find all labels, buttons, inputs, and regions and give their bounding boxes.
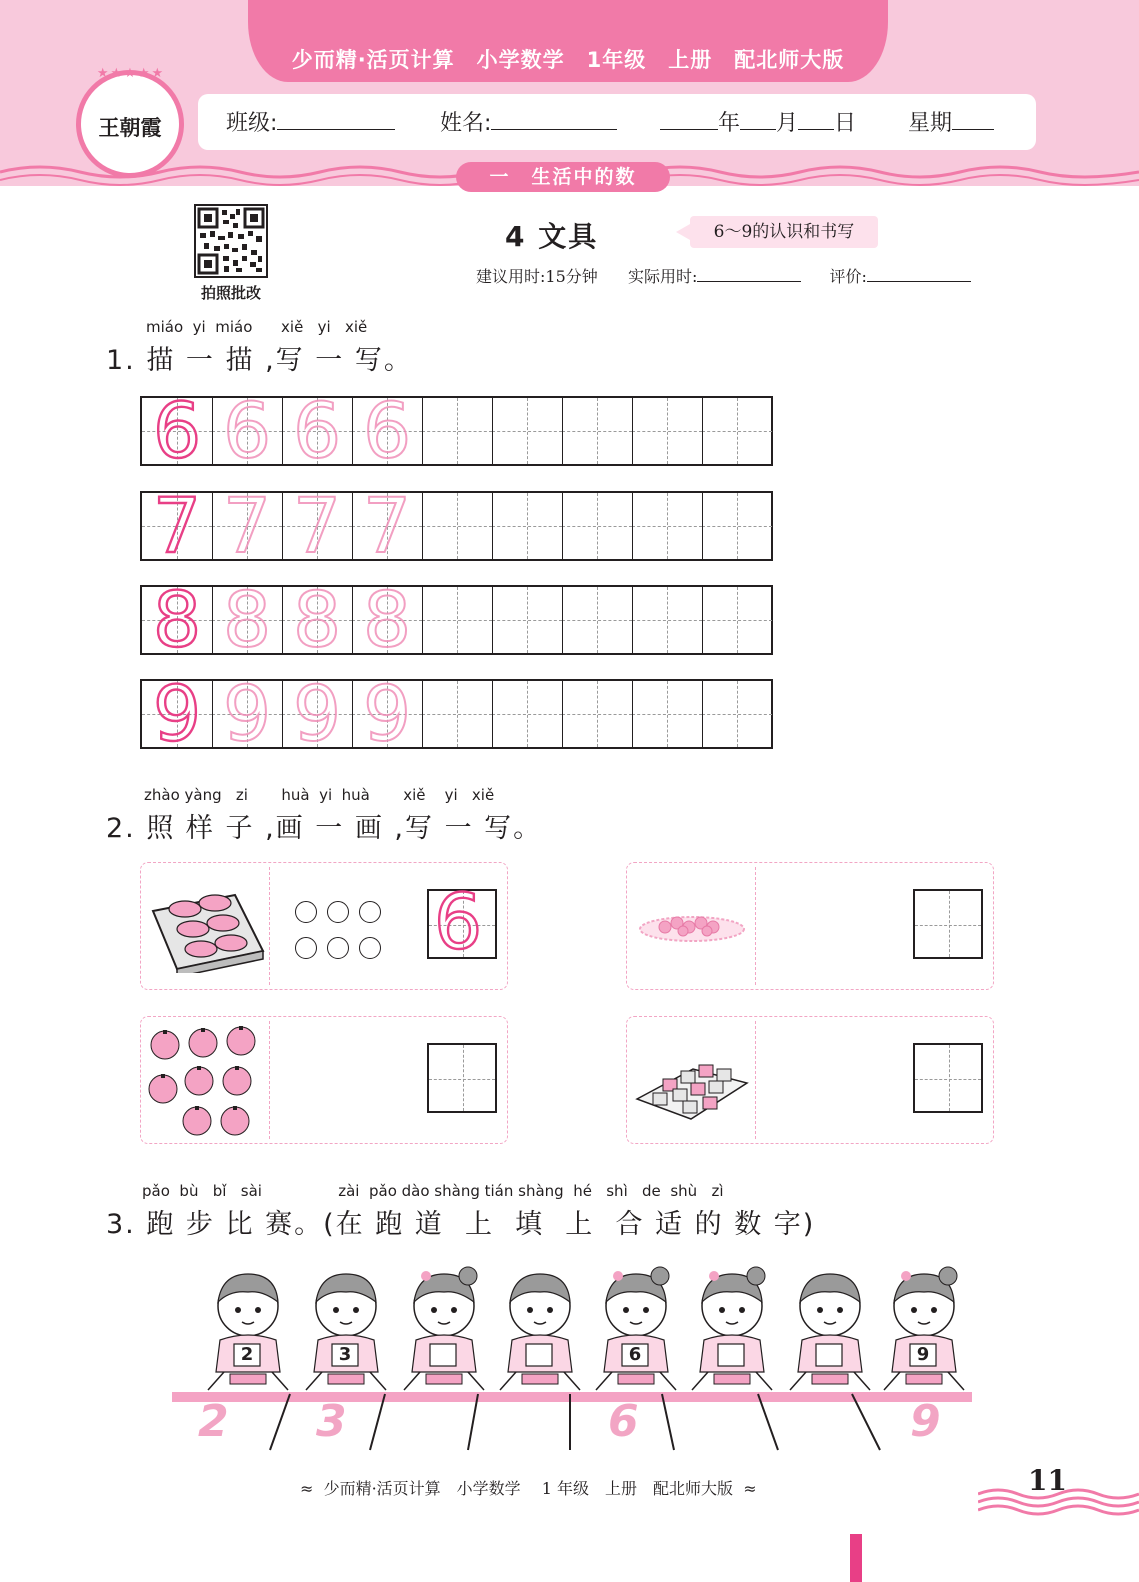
runner [298, 1262, 394, 1392]
tracing-digit: 8 [292, 575, 342, 664]
tracing-digit: 7 [152, 481, 202, 570]
example-card [140, 862, 508, 990]
writing-cell[interactable] [142, 386, 212, 475]
bib-number: 9 [916, 1344, 930, 1365]
eraser-card [626, 1016, 994, 1144]
writing-cell[interactable] [492, 681, 562, 747]
writing-cell[interactable] [352, 386, 422, 475]
dumpling-plate-icon [637, 903, 747, 947]
writing-cell[interactable] [352, 669, 422, 758]
q3-prompt: 3. 跑 步 比 赛。(在 跑 道 上 填 上 合 适 的 数 字) [106, 1209, 816, 1240]
writing-cell[interactable] [282, 669, 352, 758]
day-label: 日 [834, 111, 857, 136]
page-number: 11 [1028, 1464, 1067, 1497]
writing-cell[interactable] [702, 398, 772, 464]
writing-cell[interactable] [562, 681, 632, 747]
writing-cell[interactable] [212, 481, 282, 570]
writing-cell[interactable] [562, 587, 632, 653]
runner [396, 1262, 492, 1392]
q2-prompt: 2. 照 样 子 ,画 一 画 ,写 一 写。 [106, 813, 543, 844]
runner [588, 1262, 684, 1392]
bib-number: 3 [338, 1344, 352, 1365]
runner [200, 1262, 296, 1392]
tracing-digit: 9 [222, 669, 272, 758]
tracing-digit: 7 [362, 481, 412, 570]
writing-cell[interactable] [422, 493, 492, 559]
answer-box[interactable] [913, 1043, 983, 1113]
runner [782, 1262, 878, 1392]
suggested-time: 建议用时:15分钟 [476, 267, 598, 286]
writing-cell[interactable] [422, 398, 492, 464]
track-number: 2 [198, 1396, 229, 1447]
tomato-icon [145, 1021, 265, 1141]
tag-pointer [676, 224, 690, 240]
track-number: 3 [316, 1396, 347, 1447]
writing-cell[interactable] [492, 398, 562, 464]
name-label: 姓名: [440, 111, 492, 136]
track-number: 6 [608, 1396, 639, 1447]
track-lanes [0, 1390, 1139, 1456]
q1-pinyin: miáo yi miáo xiě yi xiě [146, 318, 368, 336]
writing-cell[interactable] [492, 587, 562, 653]
runner [684, 1262, 780, 1392]
eraser-icon [633, 1043, 751, 1123]
runner [876, 1262, 972, 1392]
writing-cell[interactable] [422, 681, 492, 747]
tracing-digit: 6 [362, 386, 412, 475]
tracing-row [140, 669, 773, 758]
writing-cell[interactable] [632, 587, 702, 653]
tracing-digit: 9 [292, 669, 342, 758]
evaluation-input[interactable] [867, 265, 971, 282]
tracing-digit: 6 [152, 386, 202, 475]
q2-pinyin: zhào yàng zi huà yi huà xiě yi xiě [144, 786, 495, 804]
tracing-digit: 8 [362, 575, 412, 664]
class-field[interactable] [226, 106, 395, 137]
tracing-digit: 6 [222, 386, 272, 475]
footer-text: ≈ 少而精·活页计算 小学数学 1 年级 上册 配北师大版 ≈ [300, 1479, 757, 1498]
qr-code-icon[interactable] [194, 204, 268, 278]
tracing-digit: 8 [222, 575, 272, 664]
writing-cell[interactable] [702, 681, 772, 747]
runner [492, 1262, 588, 1392]
writing-cell[interactable] [492, 493, 562, 559]
tracing-digit: 9 [152, 669, 202, 758]
answer-box[interactable] [913, 889, 983, 959]
writing-cell[interactable] [282, 481, 352, 570]
class-label: 班级: [226, 111, 278, 136]
writing-cell[interactable] [632, 681, 702, 747]
name-field[interactable] [440, 106, 617, 137]
header-title: 少而精·活页计算 小学数学 1年级 上册 配北师大版 [291, 48, 845, 72]
bib-number: 6 [628, 1344, 642, 1365]
tracing-row [140, 575, 773, 664]
writing-cell[interactable] [632, 493, 702, 559]
writing-cell[interactable] [632, 398, 702, 464]
writing-cell[interactable] [422, 587, 492, 653]
writing-cell[interactable] [352, 575, 422, 664]
evaluation-label: 评价: [829, 267, 867, 286]
unit-title: 一 生活中的数 [456, 162, 670, 192]
weekday-field[interactable] [908, 106, 994, 137]
tomato-card [140, 1016, 508, 1144]
tracing-digit: 6 [292, 386, 342, 475]
example-answer: 6 [433, 877, 483, 966]
writing-cell[interactable] [702, 587, 772, 653]
qr-caption: 拍照批改 [200, 284, 261, 302]
lesson-title: 4 文具 [505, 220, 599, 253]
writing-cell[interactable] [702, 493, 772, 559]
lesson-topic-tag: 6～9的认识和书写 [690, 216, 878, 248]
tracing-digit: 7 [292, 481, 342, 570]
tracing-digit: 7 [222, 481, 272, 570]
month-label: 月 [776, 111, 799, 136]
q3-pinyin: pǎo bù bǐ sài zài pǎo dào shàng tián shàng hé shì de shù zì [142, 1182, 724, 1200]
time-row [476, 264, 971, 287]
actual-time-label: 实际用时: [627, 267, 698, 286]
bib-number: 2 [240, 1344, 254, 1365]
writing-cell[interactable] [562, 398, 632, 464]
tracing-row [140, 481, 773, 570]
answer-box[interactable] [427, 877, 497, 966]
writing-cell[interactable] [562, 493, 632, 559]
writing-cell[interactable] [212, 669, 282, 758]
writing-cell[interactable] [212, 386, 282, 475]
writing-cell[interactable] [282, 575, 352, 664]
star-icon: ★★★★★ [96, 66, 166, 81]
cupcake-tray-icon [147, 881, 265, 973]
page-edge-marker [850, 1534, 862, 1582]
tracing-digit: 8 [152, 575, 202, 664]
writing-cell[interactable] [212, 575, 282, 664]
date-field[interactable] [660, 106, 856, 137]
writing-cell[interactable] [282, 386, 352, 475]
weekday-label: 星期 [908, 111, 953, 136]
writing-cell[interactable] [142, 575, 212, 664]
writing-cell[interactable] [352, 481, 422, 570]
writing-cell[interactable] [142, 481, 212, 570]
writing-cell[interactable] [142, 669, 212, 758]
answer-box[interactable] [427, 1043, 497, 1113]
tracing-digit: 9 [362, 669, 412, 758]
q1-prompt: 1. 描 一 描 ,写 一 写。 [106, 345, 413, 376]
tracing-row [140, 386, 773, 475]
plate-card [626, 862, 994, 990]
logo-text: 王朝霞 [98, 115, 162, 140]
track-number: 9 [910, 1396, 941, 1447]
actual-time-input[interactable] [697, 265, 801, 282]
year-label: 年 [718, 111, 741, 136]
